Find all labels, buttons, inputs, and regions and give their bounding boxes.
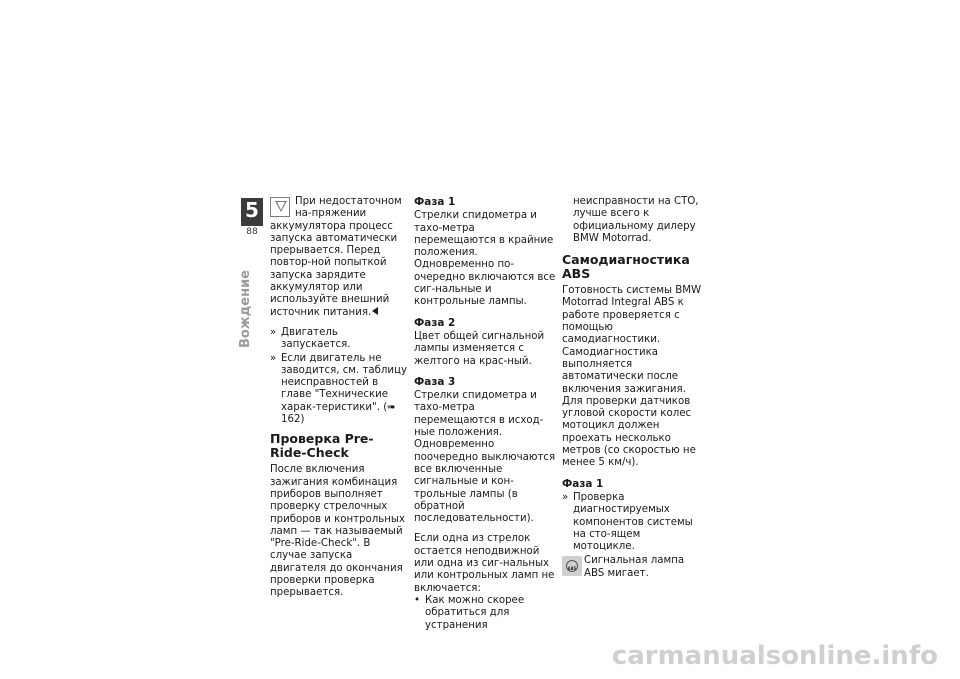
section-heading-abs: Самодиагностика ABS — [562, 252, 690, 282]
notice-text: При недостаточном на-пряжении аккумулятора процесс запуска автоматически прерывается. Перед повтор-ной попыткой запуска зарядите аккумулятор или используйте внешний источник питания. — [270, 196, 402, 318]
paragraph: Стрелки спидометра и тахо-метра перемещаются в исход-ные положения. Одновременно поочередно выключаются все включенные сигнальные и кон-трольные лампы (в обратной последовательности). — [414, 390, 556, 525]
column-3 — [562, 196, 704, 580]
chapter-tab — [241, 198, 263, 238]
paragraph: Стрелки спидометра и тахо-метра перемещаются в крайние положения. Одновременно по-очередно включаются все сиг-нальные и контрольные лампы. — [414, 210, 556, 308]
list-item: • Как можно скорее обратиться для устранения — [414, 594, 525, 631]
phase-2-heading: Фаза 2 — [414, 316, 456, 329]
paragraph: После включения зажигания комбинация приборов выполняет проверку стрелочных приборов и контрольных ламп — так называемый "Pre-Ride-Check". В случае запуска двигателя до окончания проверки проверка прерывается. — [270, 464, 405, 599]
paragraph: неисправности на СТО, лучше всего к официальному дилеру BMW Motorrad. — [573, 196, 699, 244]
phase-1-heading: Фаза 1 — [414, 196, 456, 208]
page-number: 88 — [241, 226, 263, 238]
watermark: carmanualsonline.info — [611, 641, 938, 671]
paragraph: Готовность системы BMW Motorrad Integral ABS к работе проверяется с помощью самодиагностики. Самодиагностика выполняется автоматически после включения зажигания. Для проверки датчиков угловой скорости колес мотоцикл должен проехать несколько метров (со скоростью не менее 5 км/ч). — [562, 285, 702, 469]
list-item: » Двигатель запускается. — [270, 326, 351, 351]
abs-warning-lamp-icon: ABS — [562, 556, 582, 576]
chapter-number: 5 — [245, 198, 259, 222]
list-item: » Проверка диагностируемых компонентов системы на сто-ящем мотоцикле. — [562, 491, 693, 553]
list-item: » Если двигатель не заводится, см. таблицу неисправностей в главе "Технические харак-теристики". (➠ 162) — [270, 352, 408, 426]
chapter-title: Вождение — [238, 270, 253, 348]
paragraph: Если одна из стрелок остается неподвижной или одна из сиг-нальных или контрольных ламп не включается: — [414, 533, 555, 594]
end-marker-icon — [372, 307, 378, 315]
phase-1-heading: Фаза 1 — [562, 477, 604, 490]
abs-bullets — [562, 492, 704, 553]
column-2 — [414, 196, 556, 638]
notice-block — [270, 196, 410, 319]
phase-3-heading: Фаза 3 — [414, 375, 456, 388]
lamp-block — [562, 555, 704, 580]
section-heading-pre-ride-check: Проверка Pre-Ride-Check — [270, 431, 374, 461]
caution-icon — [270, 197, 290, 217]
fail-bullets — [414, 595, 556, 632]
lamp-text: Сигнальная лампа ABS мигает. — [584, 555, 685, 579]
column-1 — [270, 196, 410, 608]
start-bullets — [270, 327, 410, 426]
paragraph: Цвет общей сигнальной лампы изменяется с желтого на крас-ный. — [414, 330, 545, 367]
